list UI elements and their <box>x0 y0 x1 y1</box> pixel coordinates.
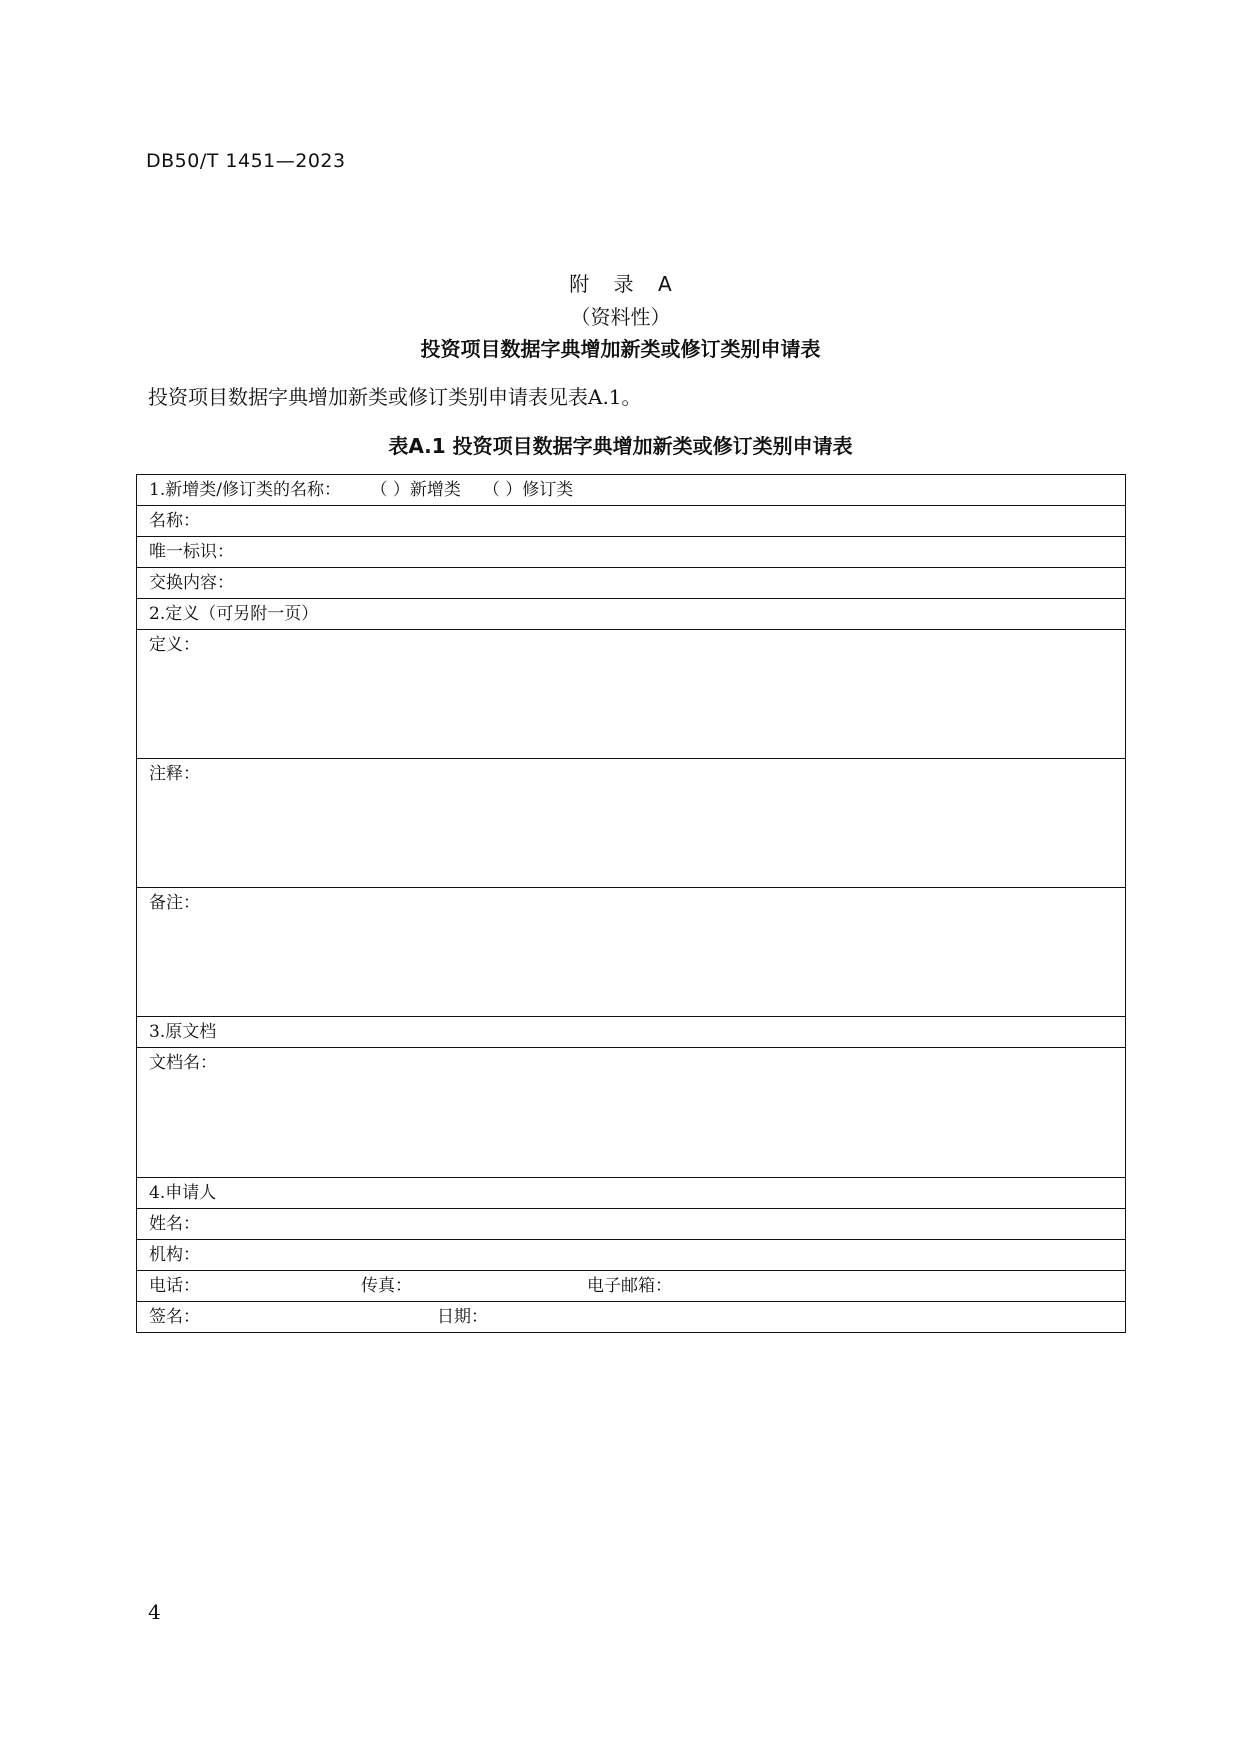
table-row-doc-name <box>137 1048 1126 1178</box>
definition-field[interactable] <box>137 630 1126 759</box>
appendix-subtitle: （资料性） <box>570 305 671 329</box>
table-row-unique-id <box>137 537 1126 568</box>
table-row-section2 <box>137 599 1126 630</box>
table-row-definition <box>137 630 1126 759</box>
notes-field[interactable] <box>137 759 1126 888</box>
page-number: 4 <box>148 1600 161 1624</box>
section1-label: 1.新增类/修订类的名称： <box>149 480 341 500</box>
table-row-remarks <box>137 888 1126 1017</box>
fax-field[interactable]: 传真： <box>361 1276 412 1296</box>
signature-cell <box>137 1302 1126 1333</box>
remarks-label: 备注： <box>149 893 200 913</box>
notes-label: 注释： <box>149 764 200 784</box>
option-new-checkbox[interactable]: （ ）新增类 <box>378 480 461 500</box>
section3-cell <box>137 1017 1126 1048</box>
name-field[interactable] <box>137 506 1126 537</box>
definition-label: 定义： <box>149 635 200 655</box>
option-revise-checkbox[interactable]: （ ）修订类 <box>482 480 574 500</box>
unique-id-label: 唯一标识： <box>149 542 234 562</box>
table-row-org <box>137 1240 1126 1271</box>
doc-name-field[interactable] <box>137 1048 1126 1178</box>
table-row-person-name <box>137 1209 1126 1240</box>
table-row-section1 <box>137 475 1126 506</box>
section1-cell <box>137 475 1126 506</box>
exchange-label: 交换内容： <box>149 573 234 593</box>
table-caption: 表A.1 投资项目数据字典增加新类或修订类别申请表 <box>388 434 853 458</box>
unique-id-field[interactable] <box>137 537 1126 568</box>
remarks-field[interactable] <box>137 888 1126 1017</box>
section2-cell <box>137 599 1126 630</box>
email-field[interactable]: 电子邮箱： <box>587 1276 672 1296</box>
name-label: 名称： <box>149 511 200 531</box>
table-row-exchange <box>137 568 1126 599</box>
date-field[interactable]: 日期： <box>437 1307 488 1327</box>
person-name-label: 姓名： <box>149 1214 200 1234</box>
org-field[interactable] <box>137 1240 1126 1271</box>
application-form-table <box>136 474 1126 1333</box>
table-row-section3 <box>137 1017 1126 1048</box>
section2-label: 2.定义（可另附一页） <box>149 604 319 624</box>
intro-paragraph: 投资项目数据字典增加新类或修订类别申请表见表A.1。 <box>148 385 642 409</box>
table-row-contact <box>137 1271 1126 1302</box>
appendix-title: 附 录 A <box>569 272 672 296</box>
section4-cell <box>137 1178 1126 1209</box>
section4-label: 4.申请人 <box>149 1183 217 1203</box>
table-row-signature <box>137 1302 1126 1333</box>
doc-name-label: 文档名： <box>149 1053 217 1073</box>
table-row-notes <box>137 759 1126 888</box>
signature-field[interactable]: 签名： <box>149 1307 200 1327</box>
table-row-section4 <box>137 1178 1126 1209</box>
person-name-field[interactable] <box>137 1209 1126 1240</box>
document-code: DB50/T 1451—2023 <box>146 150 346 172</box>
phone-field[interactable]: 电话： <box>149 1276 200 1296</box>
contact-cell <box>137 1271 1126 1302</box>
appendix-heading: 投资项目数据字典增加新类或修订类别申请表 <box>420 337 821 361</box>
table-row-name <box>137 506 1126 537</box>
section3-label: 3.原文档 <box>149 1022 217 1042</box>
exchange-field[interactable] <box>137 568 1126 599</box>
org-label: 机构： <box>149 1245 200 1265</box>
